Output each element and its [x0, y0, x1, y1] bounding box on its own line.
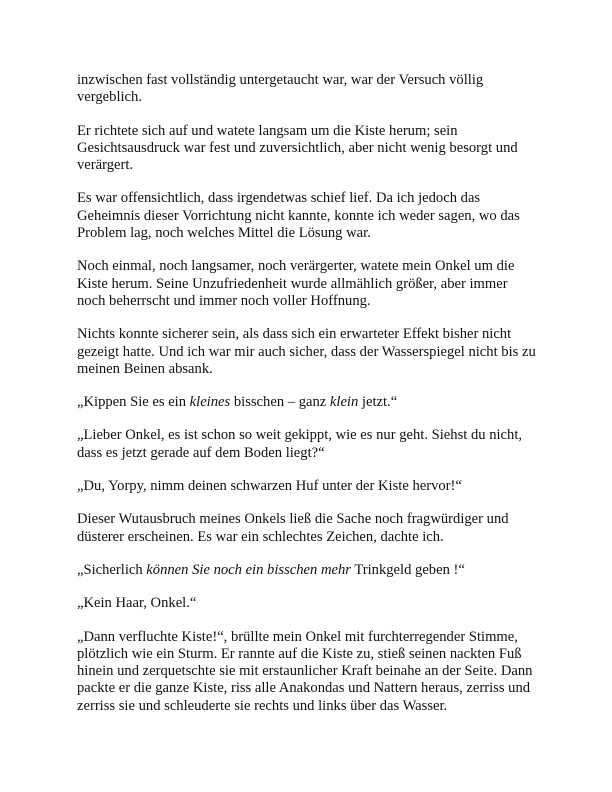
paragraph-text: Dieser Wutausbruch meines Onkels ließ die Sache noch fragwürdiger und düsterer erscheinen. Es war ein schlechtes Zeichen, dachte ich.: [77, 511, 509, 545]
paragraph-quote: [77, 478, 539, 495]
paragraph-text: „Kein Haar, Onkel.“: [77, 595, 197, 612]
paragraph: [77, 123, 539, 175]
paragraph: [77, 326, 539, 378]
paragraph-text: Trinkgeld geben !“: [350, 561, 465, 578]
paragraph-text: Es war offensichtlich, dass irgendetwas schief lief. Da ich jedoch das Geheimnis dieser Vorrichtung nicht kannte, konnte ich weder sagen, wo das Problem lag, noch welches Mittel die Lösung war.: [77, 190, 520, 242]
paragraph-text: „Kippen Sie es ein: [77, 394, 190, 411]
paragraph-quote: [77, 427, 539, 462]
paragraph-text: bisschen – ganz: [230, 394, 330, 411]
paragraph-quote: [77, 595, 539, 612]
paragraph: [77, 72, 539, 107]
paragraph-quote: [77, 629, 539, 715]
paragraph-text: Nichts konnte sicherer sein, als dass sich ein erwarteter Effekt bisher nicht gezeigt hatte. Und ich war mir auch sicher, dass der Wasserspiegel nicht bis zu meinen Beinen absank.: [77, 326, 536, 377]
paragraph-quote: [77, 562, 539, 579]
paragraph-text: inzwischen fast vollständig untergetaucht war, war der Versuch völlig vergeblich.: [77, 72, 484, 106]
paragraph-text: „Du, Yorpy, nimm deinen schwarzen Huf unter der Kiste hervor!“: [77, 478, 462, 495]
paragraph-text: Er richtete sich auf und watete langsam um die Kiste herum; sein Gesichtsausdruck war fest und zuversichtlich, aber nicht wenig besorgt und verärgert.: [77, 122, 518, 174]
paragraph-text: „Sicherlich: [77, 561, 147, 578]
emphasis-text: können Sie noch ein bisschen mehr: [146, 561, 351, 578]
document-page: [77, 72, 539, 731]
paragraph: [77, 511, 539, 546]
emphasis-text: klein: [329, 394, 359, 411]
paragraph-text: Noch einmal, noch langsamer, noch verärgerter, watete mein Onkel um die Kiste herum. Seine Unzufriedenheit wurde allmählich größer, aber immer noch beherrscht und immer noch voller Hoffnung.: [77, 258, 515, 309]
paragraph-quote: [77, 394, 539, 411]
paragraph-text: „Lieber Onkel, es ist schon so weit gekippt, wie es nur geht. Siehst du nicht, dass es jetzt gerade auf dem Boden liegt?“: [77, 427, 523, 461]
paragraph-text: „Dann verfluchte Kiste!“, brüllte mein Onkel mit furchterregender Stimme, plötzlich wie ein Sturm. Er rannte auf die Kiste zu, stieß seinen nackten Fuß hinein und zerquetschte sie mit erstaunlicher Kraft beinahe an der Seite. Dann packte er die ganze Kiste, riss alle Anakondas und Nattern heraus, zerriss und zerriss sie und schleuderte sie rechts und links über das Wasser.: [77, 628, 533, 714]
paragraph-text: jetzt.“: [358, 394, 398, 411]
paragraph: [77, 258, 539, 310]
emphasis-text: kleines: [189, 394, 231, 411]
paragraph: [77, 190, 539, 242]
